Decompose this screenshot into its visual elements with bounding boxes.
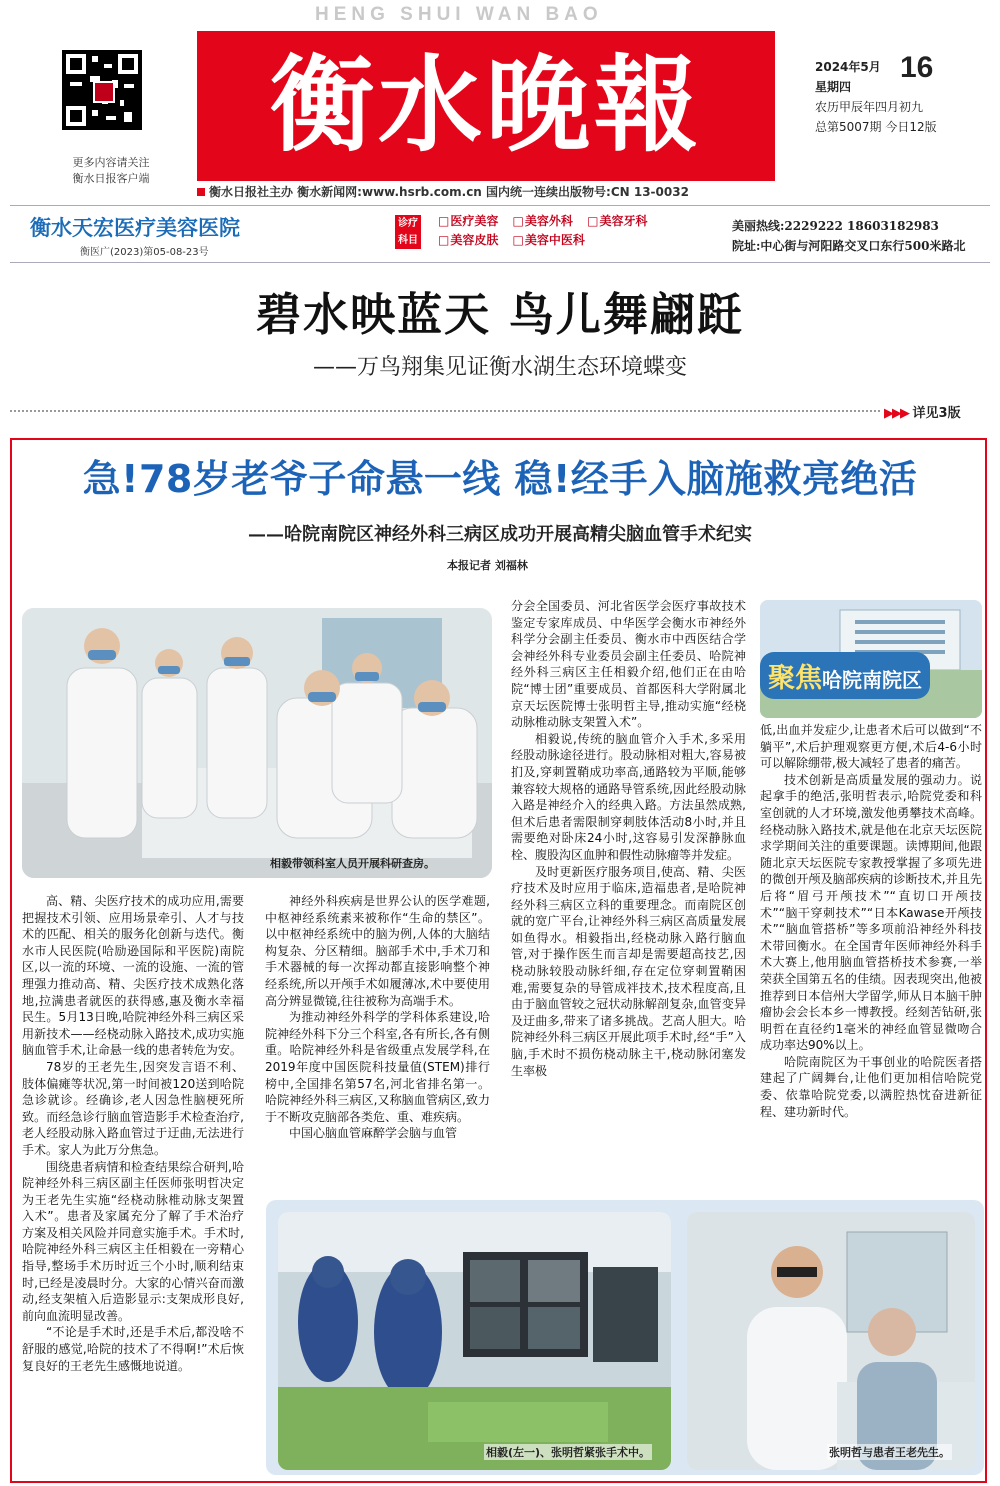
paragraph: 为推动神经外科学的学科体系建设,哈院神经外科下分三个科室,各有所长,各有侧重。哈院神经外科是省级重点发展学科,在2019年度中国医院科技量值(STEM)排行榜中,全国排名第57名,河北省排名第一。哈院神经外科三病区,又称脑血管病区,致力于不断攻克脑部各类危、重、难疾病。 xyxy=(265,1010,490,1124)
photo-surgery xyxy=(278,1212,671,1470)
ad-tag: 诊疗科目 xyxy=(395,215,421,249)
ad-item: □ 美容牙科 xyxy=(587,212,647,231)
photo-caption: 相毅(左一)、张明哲紧张手术中。 xyxy=(486,1446,651,1459)
photo-patient-art xyxy=(687,1212,975,1470)
ad-item: □ 美容中医科 xyxy=(513,231,585,250)
see-page-label: 详见3版 xyxy=(912,406,961,421)
see-page-link[interactable] xyxy=(884,402,961,421)
issue-number: 总第5007期 今日12版 xyxy=(815,120,937,134)
column-4 xyxy=(760,722,982,1120)
paragraph: 技术创新是高质量发展的强动力。说起拿手的绝活,张明哲表示,哈院党委和科室创就的人才环境,激发他勇攀技术高峰。经桡动脉入路技术,就是他在北京天坛医院求学期间关注的重要课题。读博期间,他跟随北京天坛医院专家教授掌握了多项先进的微创开颅及脑部疾病的诊断技术,并且先后将“眉弓开颅技术”“直切口开颅技术”“脑干穿刺技术”“日本Kawase开颅技术”“脑血管搭桥”等多项前沿神经外科技术带回衡水。在全国青年医师神经外科手术大赛上,他用脑血管搭桥技术参赛,一举荣获全国第五名的佳绩。因表现突出,他被推荐到日本信州大学留学,师从日本脑干肿瘤协会会长本乡一博教授。经刻苦钻研,张明哲在直径约1毫米的神经血管显微吻合成功率达90%以上。 xyxy=(760,772,982,1053)
ad-item: □ 美容皮肤 xyxy=(438,231,498,250)
paragraph: 神经外科疾病是世界公认的医学难题,中枢神经系统素来被称作“生命的禁区”。以中枢神经系统中的脑为例,人体的大脑结构复杂、分区精细。脑部手术中,手术刀和手术器械的每一次挥动都直接影响整个神经系统,所以开颅手术如履薄冰,术中要使用高分辨显微镜,往往被称为高端手术。 xyxy=(265,894,490,1008)
focus-label-big: 聚焦 xyxy=(768,663,822,694)
ad-strip[interactable] xyxy=(10,205,990,263)
red-square-icon xyxy=(197,188,205,196)
focus-badge xyxy=(760,600,982,718)
ad-items xyxy=(438,212,738,250)
photo-caption: 张明哲与患者王老先生。 xyxy=(829,1446,950,1459)
paragraph: 中国心脑血管麻醉学会脑与血管 xyxy=(289,1126,458,1141)
year-month: 2024年5月 xyxy=(815,60,881,74)
newspaper-title: 衡水晚報 xyxy=(269,43,702,166)
publisher-line: 衡水日报社主办 衡水新闻网:www.hsrb.com.cn 国内统一连续出版物号:CN 13-0032 xyxy=(209,185,689,199)
divider xyxy=(10,410,880,412)
ad-hospital-name: 衡水天宏医疗美容医院 xyxy=(30,216,240,240)
ad-license: 衡医广(2023)第05-08-23号 xyxy=(80,247,209,258)
lead-headline[interactable]: 碧水映蓝天 鸟儿舞翩跹 xyxy=(256,288,744,341)
paragraph: 高、精、尖医疗技术的成功应用,需要把握技术引领、应用场景牵引、人才与技术的匹配、相关的服务化创新与迭代。衡水市人民医院(哈励逊国际和平医院)南院区,以一流的环境、一流的设施、一流的管理强力推动高、精、尖医疗技术成熟化落地,拉满患者就医的获得感,惠及衡水幸福民生。5月13日晚,哈院神经外科三病区采用新技术——经桡动脉入路技术,成功实施脑血管手术,让命悬一线的患者转危为安。 xyxy=(22,894,244,1058)
masthead-pinyin: HENG SHUI WAN BAO xyxy=(315,4,603,25)
paragraph: “不论是手术时,还是手术后,都没啥不舒服的感觉,哈院的技术了不得啊!”术后恢复良好的王老先生感慨地说道。 xyxy=(22,1325,244,1373)
ad-item: □ 美容外科 xyxy=(513,212,573,231)
paragraph: 78岁的王老先生,因突发言语不利、肢体偏瘫等状况,第一时间被120送到哈院急诊就诊。经确诊,老人因急性脑梗死所致。而经急诊行脑血管造影手术检查治疗,老人经股动脉入路血管过于迂曲,无法进行手术。家人为此万分焦急。 xyxy=(22,1059,244,1157)
feature-headline[interactable]: 急!78岁老爷子命悬一线 稳!经手入脑施救亮绝活 xyxy=(82,457,918,501)
paragraph: 分会全国委员、河北省医学会医疗事故技术鉴定专家库成员、中华医学会衡水市神经外科学分会副主任委员、衡水市中西医结合学会神经外科专业委员会副主任委员、哈院神经外科三病区主任相毅介绍,他们正在由哈院“博士团”重要成员、首都医科大学附属北京天坛医院博士张明哲主导,推动实施“经桡动脉椎动脉支架置入术”。 xyxy=(511,599,746,730)
column-3 xyxy=(511,598,746,1079)
photo-ward-round xyxy=(22,608,492,878)
paragraph: 相毅说,传统的脑血管介入手术,多采用经股动脉途径进行。股动脉相对粗大,容易被扪及,穿刺置鞘成功率高,通路较为平顺,能够兼容较大规格的通路导管系统,因此经股动脉入路是神经介入的经典入路。方法虽然成熟,但术后患者需限制穿刺肢体活动8小时,并且需要绝对卧床24小时,这容易引发深静脉血栓、腹股沟区血肿和假性动脉瘤等并发症。 xyxy=(511,731,746,862)
ad-hotline: 美丽热线:2229222 18603182983 xyxy=(732,219,939,233)
paragraph: 及时更新医疗服务项目,使高、精、尖医疗技术及时应用于临床,造福患者,是哈院神经外科三病区立科的重要理念。而南院区创就的宽广平台,让神经外科三病区高质量发展如鱼得水。相毅指出,经桡动脉入路行脑血管,对于操作医生而言却是需要超高技艺,因桡动脉较股动脉纤细,存在定位穿刺置鞘困难,需要复杂的导管成袢技术,技术程度高,且由于脑血管较之冠状动脉解剖复杂,血管变异及迂曲多,带来了诸多挑战。艺高人胆大。哈院神经外科三病区开展此项手术时,经“手”入脑,手术时不损伤桡动脉主干,桡动脉闭塞发生率极 xyxy=(511,864,746,1078)
triple-arrow-icon: ▶▶▶ xyxy=(884,406,908,421)
focus-label xyxy=(760,652,930,699)
qr-caption xyxy=(56,155,166,187)
focus-label-small: 哈院南院区 xyxy=(822,668,922,692)
paragraph: 低,出血并发症少,让患者术后可以做到“不躺平”,术后护理观察更方便,术后4-6小时可以解除绷带,极大减轻了患者的痛苦。 xyxy=(760,723,982,771)
column-2 xyxy=(265,893,490,1142)
app-logo-icon xyxy=(93,81,115,103)
date-block xyxy=(815,51,985,137)
lead-subhead: ——万鸟翔集见证衡水湖生态环境蝶变 xyxy=(312,355,687,380)
ad-address: 院址:中心街与河阳路交叉口东行500米路北 xyxy=(732,239,966,253)
ad-contact xyxy=(732,216,965,256)
day-number: 16 xyxy=(900,51,934,84)
weekday: 星期四 xyxy=(815,80,852,94)
paragraph: 围绕患者病情和检查结果综合研判,哈院神经外科三病区副主任医师张明哲决定为王老先生实施“经桡动脉椎动脉支架置入术”。患者及家属充分了解了手术治疗方案及相关风险并同意实施手术。手术时,哈院神经外科三病区主任相毅在一旁精心指导,整场手术历时近三个小时,顺利结束时,已经是凌晨时分。大家的心情兴奋而激动,经支架植入后造影显示:支架成形良好,前向血流明显改善。 xyxy=(22,1159,244,1323)
qr-caption-line-1: 更多内容请关注 xyxy=(72,156,150,169)
photo-surgery-art xyxy=(278,1212,671,1470)
lunar-date: 农历甲辰年四月初九 xyxy=(815,100,924,114)
qr-code[interactable] xyxy=(62,50,142,130)
column-1 xyxy=(22,893,244,1374)
qr-caption-line-2: 衡水日报客户端 xyxy=(72,172,150,185)
paragraph: 哈院南院区为干事创业的哈院医者搭建起了广阔舞台,让他们更加相信哈院党委、依靠哈院党委,以满腔热忱奋进新征程、建功新时代。 xyxy=(760,1054,982,1119)
photo-caption: 相毅带领科室人员开展科研查房。 xyxy=(270,857,435,870)
publisher-bar xyxy=(197,183,977,200)
photo-ward-round-art xyxy=(22,608,492,878)
photo-patient xyxy=(687,1212,975,1470)
byline: 本报记者 刘福林 xyxy=(447,559,528,572)
ad-item: □ 医疗美容 xyxy=(438,212,498,231)
feature-subhead: ——哈院南院区神经外科三病区成功开展高精尖脑血管手术纪实 xyxy=(248,524,752,545)
masthead-banner xyxy=(197,31,775,181)
